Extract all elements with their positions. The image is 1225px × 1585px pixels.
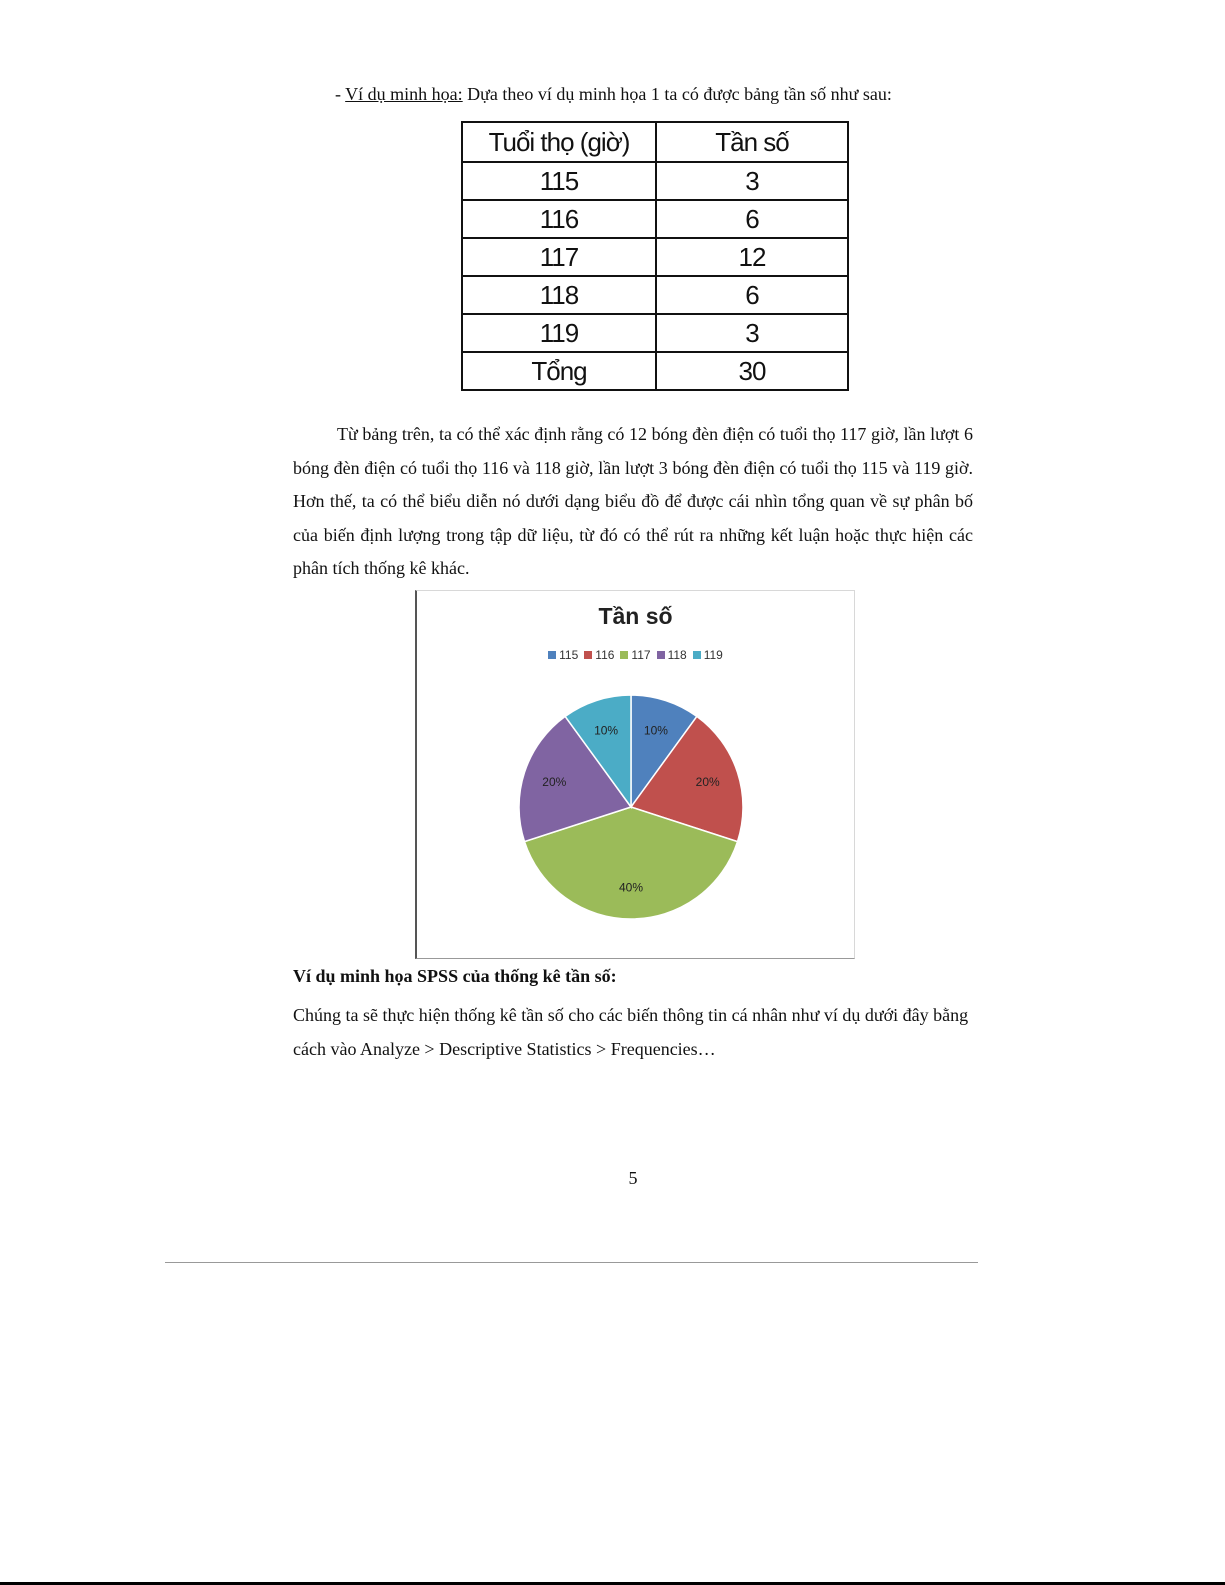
pie-label-116: 20% (695, 775, 720, 790)
table-header-row (462, 122, 848, 162)
table-cell: 3 (656, 162, 848, 200)
paragraph-explanation: Từ bảng trên, ta có thể xác định rằng có 12 bóng đèn điện có tuổi thọ 117 giờ, lần lượt 6 bóng đèn điện có tuổi thọ 116 và 118 giờ, lần lượt 3 bóng đèn điện có tuổi thọ 115 và 119 giờ. Hơn thế, ta có thể biểu diễn nó dưới dạng biểu đồ để được cái nhìn tổng quan về sự phân bố của biến định lượng trong tập dữ liệu, từ đó có thể rút ra những kết luận hoặc thực hiện các phân tích thống kê khác. (293, 424, 973, 578)
table-row (462, 314, 848, 352)
intro-prefix: - (335, 84, 346, 104)
pie-chart-svg (417, 591, 854, 958)
page-divider (165, 1262, 978, 1263)
intro-rest: Dựa theo ví dụ minh họa 1 ta có được bảng tần số như sau: (462, 84, 892, 104)
table-row (462, 200, 848, 238)
table-cell: 115 (462, 162, 656, 200)
table-cell: 6 (656, 276, 848, 314)
table-row (462, 276, 848, 314)
legend-swatch (620, 651, 628, 659)
table-cell: 116 (462, 200, 656, 238)
paragraph-spss: Chúng ta sẽ thực hiện thống kê tần số cho các biến thông tin cá nhân như ví dụ dưới đây bằng cách vào Analyze > Descriptive Statistics > Frequencies… (293, 1005, 969, 1059)
legend-label: 116 (595, 648, 615, 662)
section-heading: Ví dụ minh họa SPSS của thống kê tần số: (293, 966, 617, 986)
legend-swatch (584, 651, 592, 659)
legend-label: 118 (667, 648, 687, 662)
table-row (462, 162, 848, 200)
legend-item-118 (657, 648, 687, 662)
table-header-lifetime: Tuổi thọ (giờ) (462, 122, 656, 162)
legend-item-116 (584, 648, 614, 662)
table-row (462, 238, 848, 276)
pie-label-117: 40% (618, 880, 644, 895)
pie-label-115: 10% (643, 723, 668, 738)
table-header-frequency: Tần số (656, 122, 848, 162)
table-cell: 117 (462, 238, 656, 276)
legend-item-117 (620, 648, 650, 662)
chart-title: Tần số (598, 603, 673, 629)
legend-label: 117 (631, 648, 651, 662)
frequency-table (461, 121, 849, 391)
legend-swatch (657, 651, 665, 659)
pie-label-118: 20% (542, 775, 567, 790)
chart-legend (417, 648, 854, 662)
table-cell: 118 (462, 276, 656, 314)
legend-item-115 (548, 648, 578, 662)
table-cell: 12 (656, 238, 848, 276)
table-cell-total-value: 30 (656, 352, 848, 390)
table-cell: 119 (462, 314, 656, 352)
pie-chart (415, 590, 855, 959)
table-cell: 6 (656, 200, 848, 238)
table-total-row (462, 352, 848, 390)
table-cell-total-label: Tổng (462, 352, 656, 390)
intro-line (335, 84, 892, 105)
legend-item-119 (693, 648, 723, 662)
legend-swatch (548, 651, 556, 659)
legend-label: 115 (559, 648, 579, 662)
page-number: 5 (628, 1168, 638, 1188)
intro-underlined: Ví dụ minh họa: (345, 84, 463, 104)
table-cell: 3 (656, 314, 848, 352)
pie-label-119: 10% (594, 723, 619, 738)
legend-label: 119 (703, 648, 723, 662)
legend-swatch (693, 651, 701, 659)
